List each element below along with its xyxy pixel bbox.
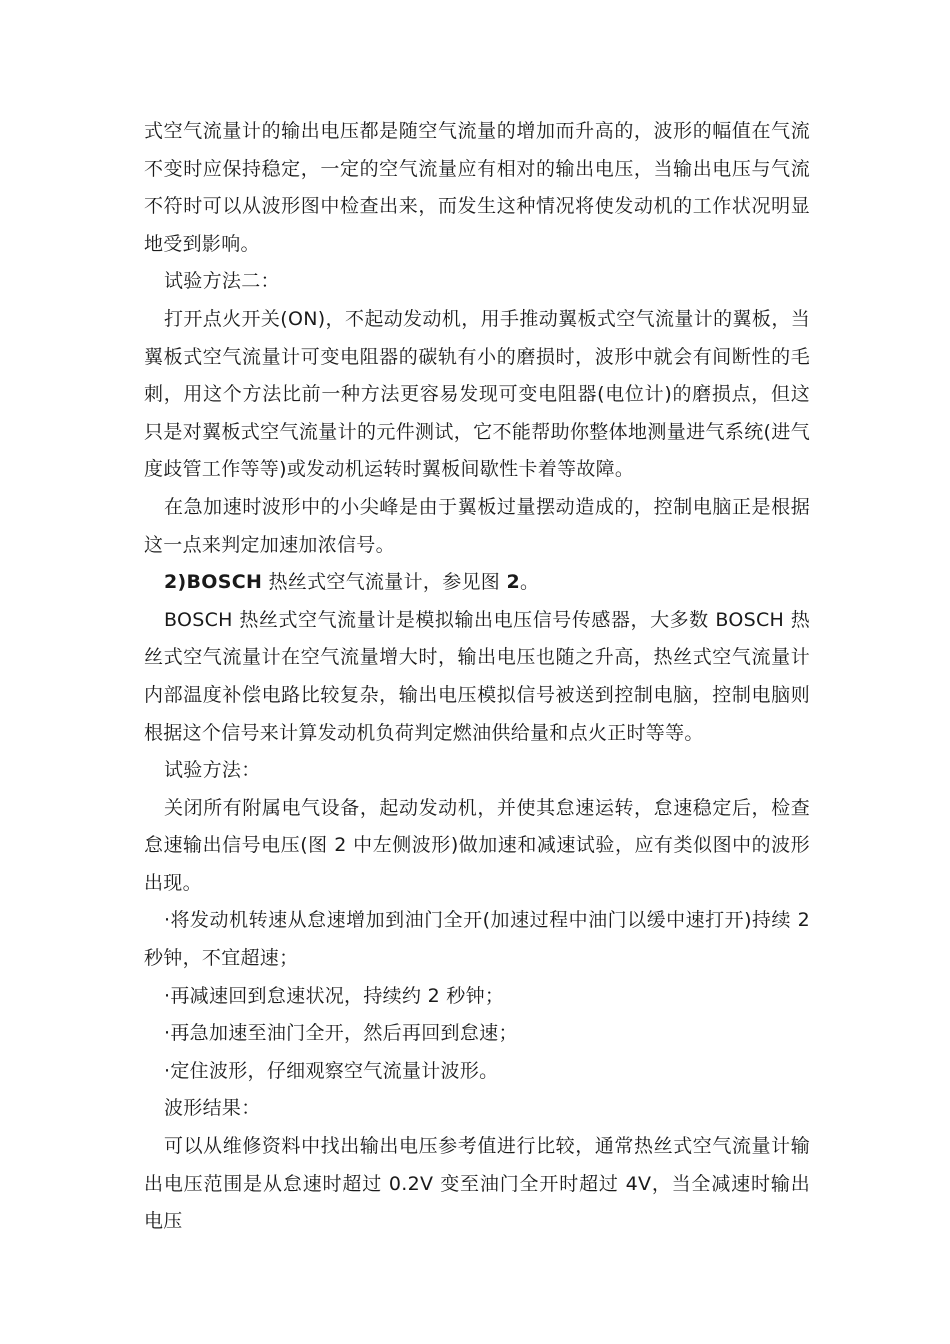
heading-test-method: 试验方法： <box>164 759 261 782</box>
list-item-freeze-waveform: ·定住波形，仔细观察空气流量计波形。 <box>164 1059 499 1082</box>
document-body <box>144 113 810 1241</box>
heading-bosch-figure-number: 2 <box>506 571 520 594</box>
heading-test-method-two: 试验方法二： <box>164 270 280 293</box>
heading-bosch-hotwire <box>144 564 810 602</box>
paragraph-test-method-two: 打开点火开关(ON)，不起动发动机，用手推动翼板式空气流量计的翼板，当翼板式空气流量计可变电阻器的碳轨有小的磨损时，波形中就会有间断性的毛刺，用这个方法比前一种方法更容易发现可变电阻器(电位计)的磨损点，但这只是对翼板式空气流量计的元件测试，它不能帮助你整体地测量进气系统(进气度歧管工作等等)或发动机运转时翼板间歇性卡着等故障。 <box>144 307 810 481</box>
paragraph-waveform-result: 可以从维修资料中找出输出电压参考值进行比较，通常热丝式空气流量计输出电压范围是从怠速时超过 0.2V 变至油门全开时超过 4V，当全减速时输出电压 <box>144 1135 810 1233</box>
heading-waveform-result: 波形结果： <box>164 1097 261 1120</box>
list-item-decelerate: ·再减速回到怠速状况，持续约 2 秒钟； <box>164 984 505 1007</box>
paragraph-test-procedure: 关闭所有附属电气设备，起动发动机，并使其怠速运转，怠速稳定后，检查怠速输出信号电压(图 2 中左侧波形)做加速和减速试验，应有类似图中的波形出现。 <box>144 796 810 894</box>
paragraph-bosch-description: BOSCH 热丝式空气流量计是模拟输出电压信号传感器，大多数 BOSCH 热丝式空气流量计在空气流量增大时，输出电压也随之升高，热丝式空气流量计内部温度补偿电路比较复杂，输出电压模拟信号被送到控制电脑，控制电脑则根据这个信号来计算发动机负荷判定燃油供给量和点火正时等等。 <box>144 608 810 744</box>
heading-bosch-end: 。 <box>519 571 540 594</box>
list-item-snap-accelerate: ·再急加速至油门全开，然后再回到怠速； <box>164 1022 518 1045</box>
paragraph-continued: 式空气流量计的输出电压都是随空气流量的增加而升高的，波形的幅值在气流不变时应保持稳定，一定的空气流量应有相对的输出电压，当输出电压与气流不符时可以从波形图中检查出来，而发生这种情况将使发动机的工作状况明显地受到影响。 <box>144 120 810 255</box>
list-item-accelerate: ·将发动机转速从怠速增加到油门全开(加速过程中油门以缓中速打开)持续 2 秒钟，不宜超速； <box>144 909 810 970</box>
heading-bosch-text: 热丝式空气流量计，参见图 <box>262 571 507 594</box>
heading-bosch-label: 2)BOSCH <box>164 571 263 594</box>
paragraph-spike-note: 在急加速时波形中的小尖峰是由于翼板过量摆动造成的，控制电脑正是根据这一点来判定加速加浓信号。 <box>144 495 810 556</box>
